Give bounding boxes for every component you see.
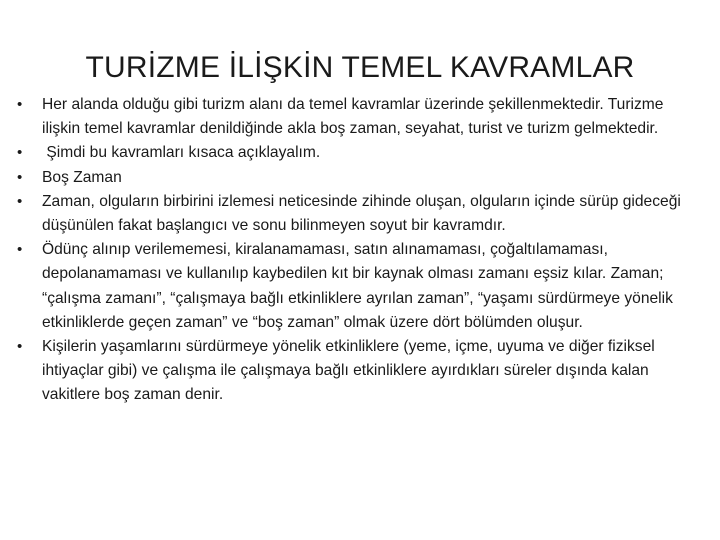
bullet-icon: • (17, 144, 23, 162)
bullet-item (14, 335, 704, 408)
bullet-icon: • (17, 338, 23, 356)
bullet-icon: • (17, 96, 23, 113)
bullet-item (14, 166, 704, 190)
bullet-item (14, 93, 704, 141)
bullet-item (14, 190, 704, 238)
bullet-item (14, 141, 704, 165)
bullet-icon: • (17, 192, 23, 210)
slide-title: TURİZME İLİŞKİN TEMEL KAVRAMLAR (85, 51, 635, 84)
bullet-list (14, 93, 704, 408)
bullet-text: Şimdi bu kavramları kısaca açıklayalım. (42, 144, 321, 162)
bullet-icon: • (17, 168, 23, 186)
bullet-icon: • (17, 241, 23, 259)
bullet-text: Zaman, olguların birbirini izlemesi neticesinde zihinde oluşan, olguların içinde sürüp gideceği düşünülen fakat başlangıcı ve sonu bilinmeyen soyut bir kavramdır. (42, 192, 681, 235)
bullet-item (14, 238, 704, 335)
bullet-text: Kişilerin yaşamlarını sürdürmeye yönelik etkinliklere (yeme, içme, uyuma ve diğer fiziksel ihtiyaçlar gibi) ve çalışma ile çalışmaya bağlı etkinliklere ayırdıkları süreler dışında kalan vakitlere boş zaman denir. (42, 338, 655, 404)
bullet-text: Ödünç alınıp verilememesi, kiralanamaması, satın alınamaması, çoğaltılamaması, depolanamaması ve kullanılıp kaybedilen kıt bir kaynak olması zamanı eşsiz kılar. Zaman; “çalışma zamanı”, “çalışmaya bağlı etkinliklere ayrılan zaman”, “yaşamı sürdürmeye yönelik etkinliklerde geçen zaman” ve “boş zaman” olmak üzere dört bölümden oluşur. (42, 241, 673, 331)
bullet-text: Boş Zaman (42, 168, 122, 186)
bullet-text: Her alanda olduğu gibi turizm alanı da temel kavramlar üzerinde şekillenmektedir. Turizme ilişkin temel kavramlar denildiğinde akla boş zaman, seyahat, turist ve turizm gelmektedir. (42, 96, 664, 138)
